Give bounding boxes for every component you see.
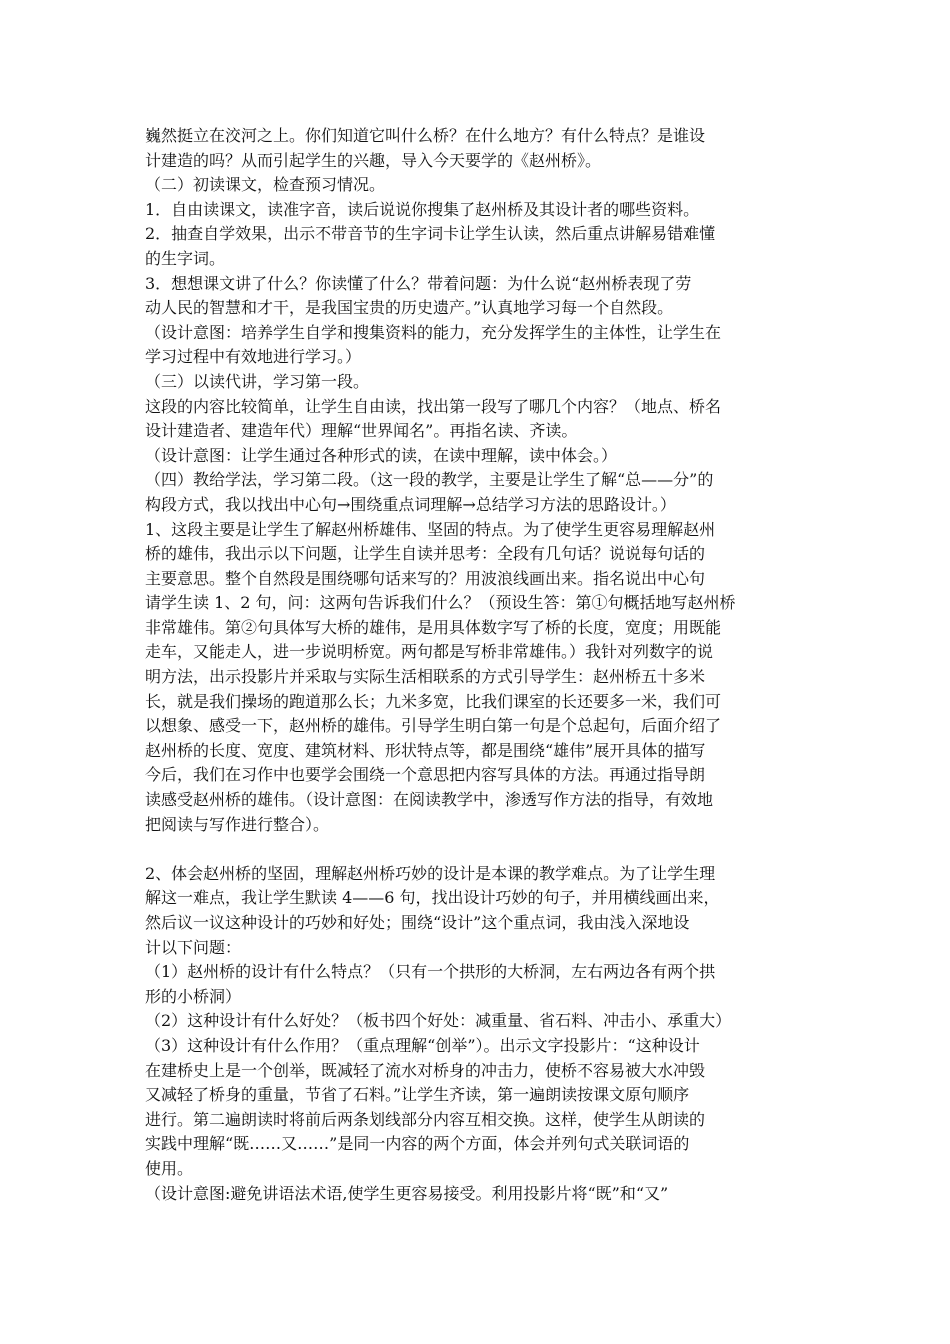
text-line: （1）赵州桥的设计有什么特点？（只有一个拱形的大桥洞，左右两边各有两个拱 (145, 962, 716, 982)
text-line: 又减轻了桥身的重量，节省了石料。”让学生齐读，第一遍朗读按课文原句顺序 (145, 1085, 690, 1105)
text-line: （设计意图：培养学生自学和搜集资料的能力，充分发挥学生的主体性，让学生在 (145, 322, 722, 342)
text-line: 动人民的智慧和才干，是我国宝贵的历史遗产。”认真地学习每一个自然段。 (145, 298, 674, 318)
text-line: 构段方式，我以找出中心句→围绕重点词理解→总结学习方法的思路设计。） (145, 494, 676, 514)
text-line: 以想象、感受一下，赵州桥的雄伟。引导学生明白第一句是个总起句，后面介绍了 (145, 716, 722, 736)
document-page (145, 124, 810, 1206)
text-line: 桥的雄伟，我出示以下问题，让学生自读并思考：全段有几句话？说说每句话的 (145, 544, 706, 564)
text-line: 然后议一议这种设计的巧妙和好处；围绕“设计”这个重点词，我由浅入深地设 (145, 913, 690, 932)
text-line: （四）教给学法，学习第二段。（这一段的教学，主要是让学生了解“总——分”的 (145, 470, 714, 490)
text-line: 进行。第二遍朗读时将前后两条划线部分内容互相交换。这样，使学生从朗读的 (145, 1109, 706, 1129)
text-line: 学习过程中有效地进行学习。） (145, 347, 362, 367)
text-line: （三）以读代讲，学习第一段。 (145, 371, 370, 391)
text-line: 1、这段主要是让学生了解赵州桥雄伟、坚固的特点。为了使学生更容易理解赵州 (145, 519, 716, 539)
text-line: 3．想想课文讲了什么？你读懂了什么？带着问题：为什么说“赵州桥表现了劳 (145, 273, 692, 293)
text-line: 使用。 (145, 1158, 194, 1178)
text-line: （设计意图：让学生通过各种形式的读，在读中理解，读中体会。） (145, 445, 618, 465)
text-line: 非常雄伟。第②句具体写大桥的雄伟，是用具体数字写了桥的长度，宽度；用既能 (145, 617, 722, 637)
blank-line (145, 837, 810, 862)
text-line: 今后，我们在习作中也要学会围绕一个意思把内容写具体的方法。再通过指导朗 (145, 765, 706, 785)
text-line: 赵州桥的长度、宽度、建筑材料、形状特点等，都是围绕“雄伟”展开具体的描写 (145, 740, 706, 760)
text-line: （2）这种设计有什么好处？（板书四个好处：减重量、省石料、冲击小、承重大） (145, 1011, 732, 1031)
text-line: 明方法，出示投影片并采取与实际生活相联系的方式引导学生：赵州桥五十多米 (145, 667, 706, 687)
text-line: 1．自由读课文，读准字音，读后说说你搜集了赵州桥及其设计者的哪些资料。 (145, 199, 700, 219)
text-line: 请学生读 1、2 句，问：这两句告诉我们什么？（预设生答：第①句概括地写赵州桥 (145, 593, 736, 613)
text-line: （设计意图:避免讲语法术语,使学生更容易接受。利用投影片将“既”和“又” (145, 1183, 669, 1203)
text-line: 长，就是我们操场的跑道那么长；九米多宽，比我们课室的长还要多一米，我们可 (145, 691, 722, 711)
text-line: 2、体会赵州桥的坚固，理解赵州桥巧妙的设计是本课的教学难点。为了让学生理 (145, 863, 716, 883)
text-line: 形的小桥洞） (145, 986, 242, 1006)
text-line: 计建造的吗？从而引起学生的兴趣，导入今天要学的《赵州桥》。 (145, 150, 602, 170)
text-line: 主要意思。整个自然段是围绕哪句话来写的？用波浪线画出来。指名说出中心句 (145, 568, 706, 588)
text-line: 的生字词。 (145, 248, 226, 268)
text-line: 2．抽查自学效果，出示不带音节的生字词卡让学生认读，然后重点讲解易错难懂 (145, 224, 716, 244)
text-line: 设计建造者、建造年代）理解“世界闻名”。再指名读、齐读。 (145, 421, 578, 441)
text-line: （二）初读课文，检查预习情况。 (145, 175, 386, 195)
text-line: 这段的内容比较简单，让学生自由读，找出第一段写了哪几个内容？（地点、桥名 (145, 396, 722, 416)
text-line: 把阅读与写作进行整合）。 (145, 814, 330, 834)
text-line: 实践中理解“既……又……”是同一内容的两个方面，体会并列句式关联词语的 (145, 1134, 690, 1154)
text-line: 巍然挺立在洨河之上。你们知道它叫什么桥？在什么地方？有什么特点？是谁设 (145, 126, 706, 145)
text-line: 读感受赵州桥的雄伟。（设计意图：在阅读教学中，渗透写作方法的指导，有效地 (145, 790, 714, 810)
text-line: 计以下问题： (145, 937, 242, 957)
text-line: （3）这种设计有什么作用？（重点理解“创举”）。出示文字投影片：“这种设计 (145, 1035, 700, 1055)
text-line: 在建桥史上是一个创举，既减轻了流水对桥身的冲击力，使桥不容易被大水冲毁 (145, 1060, 706, 1080)
text-line: 解这一难点，我让学生默读 4——6 句，找出设计巧妙的句子，并用横线画出来， (145, 888, 720, 908)
text-line: 走车，又能走人，进一步说明桥宽。两句都是写桥非常雄伟。）我针对列数字的说 (145, 642, 714, 662)
